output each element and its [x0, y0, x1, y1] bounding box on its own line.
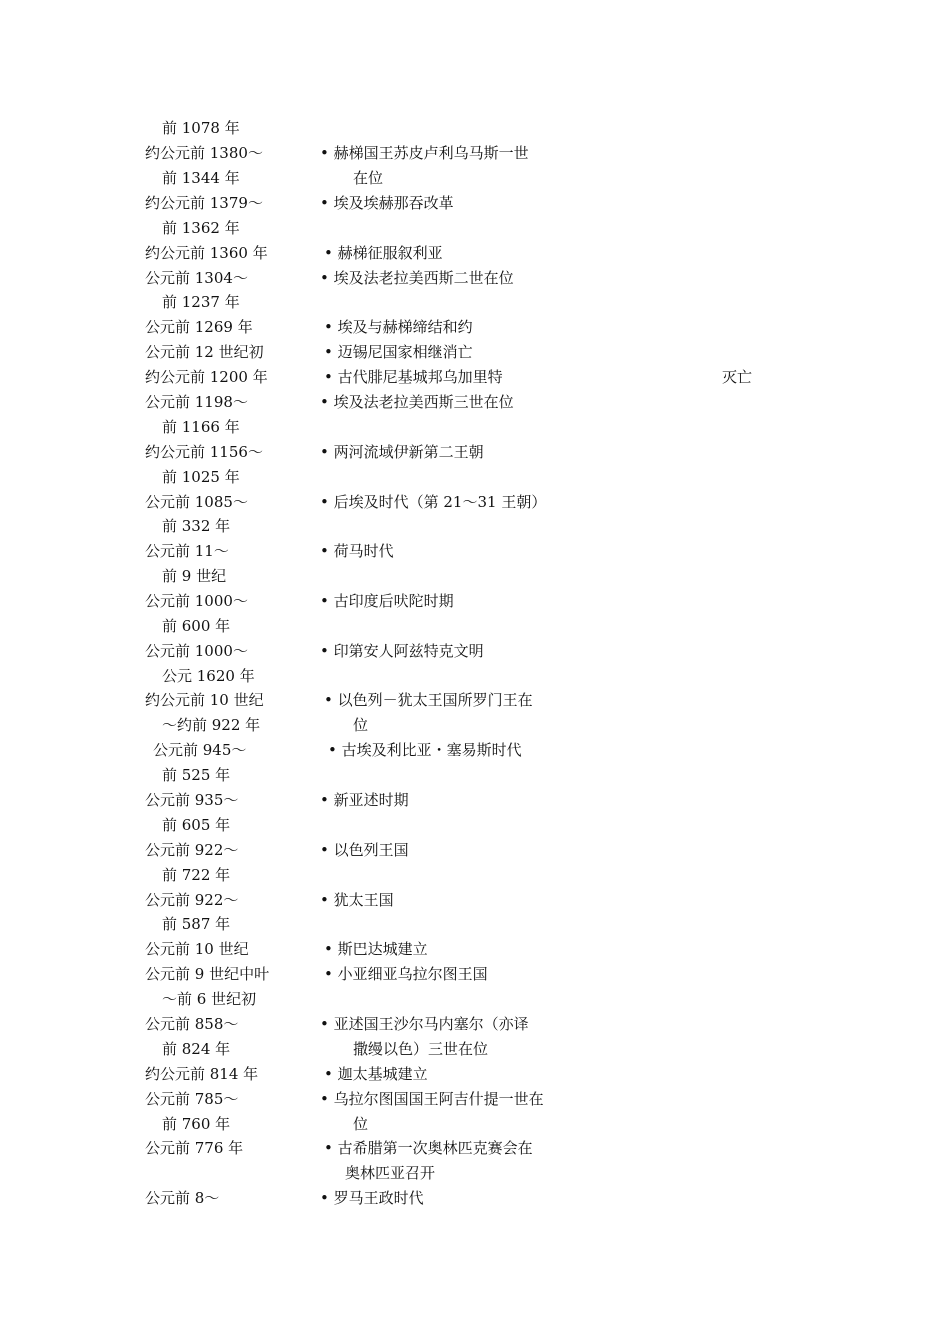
date-line: 约公元前 1379～: [145, 194, 263, 212]
date-line: 约公元前 814 年: [145, 1065, 259, 1083]
date-line: 公元前 922～: [145, 891, 239, 909]
event-line: • 埃及与赫梯缔结和约: [324, 318, 473, 336]
date-line: 公元前 12 世纪初: [145, 343, 264, 361]
event-line: • 埃及法老拉美西斯二世在位: [320, 269, 514, 287]
event-line: • 斯巴达城建立: [324, 940, 428, 958]
event-line: 灭亡: [722, 368, 753, 386]
date-line: 公元前 945～: [153, 741, 247, 759]
event-line: • 迦太基城建立: [324, 1065, 428, 1083]
date-line: 公元前 1000～: [145, 642, 248, 660]
date-line: 前 1237 年: [162, 293, 240, 311]
event-line: • 印第安人阿兹特克文明: [320, 642, 484, 660]
date-line: 公元前 11～: [145, 542, 229, 560]
date-line: 前 1025 年: [162, 468, 240, 486]
date-line: 前 722 年: [162, 866, 231, 884]
date-line: 公元前 1269 年: [145, 318, 253, 336]
event-line: • 以色列－犹太王国所罗门王在: [324, 691, 533, 709]
event-line: • 后埃及时代（第 21～31 王朝）: [320, 493, 547, 511]
date-line: 公元前 8～: [145, 1189, 220, 1207]
date-line: 前 1344 年: [162, 169, 240, 187]
date-line: ～前 6 世纪初: [162, 990, 257, 1008]
event-line: • 埃及法老拉美西斯三世在位: [320, 393, 514, 411]
date-line: 公元前 935～: [145, 791, 239, 809]
date-line: 前 824 年: [162, 1040, 231, 1058]
event-line: • 赫梯征服叙利亚: [324, 244, 443, 262]
date-line: 公元前 1085～: [145, 493, 248, 511]
date-line: 公元 1620 年: [162, 667, 255, 685]
event-line: • 迈锡尼国家相继消亡: [324, 343, 473, 361]
event-line: 位: [353, 716, 369, 734]
date-line: 公元前 858～: [145, 1015, 239, 1033]
event-line: • 埃及埃赫那吞改革: [320, 194, 454, 212]
event-line: • 荷马时代: [320, 542, 394, 560]
date-line: 前 1078 年: [162, 119, 240, 137]
event-line: 奥林匹亚召开: [345, 1164, 436, 1182]
event-line: • 古希腊第一次奥林匹克赛会在: [324, 1139, 533, 1157]
event-line: • 亚述国王沙尔马内塞尔（亦译: [320, 1015, 529, 1033]
date-line: 公元前 1000～: [145, 592, 248, 610]
date-line: 约公元前 1360 年: [145, 244, 268, 262]
date-line: 公元前 922～: [145, 841, 239, 859]
date-line: 约公元前 1380～: [145, 144, 263, 162]
date-line: 公元前 1304～: [145, 269, 248, 287]
date-line: 约公元前 1200 年: [145, 368, 268, 386]
event-line: • 罗马王政时代: [320, 1189, 424, 1207]
event-line: • 古埃及利比亚・塞易斯时代: [328, 741, 522, 759]
date-line: 公元前 776 年: [145, 1139, 244, 1157]
date-line: 前 1362 年: [162, 219, 240, 237]
event-line: • 两河流域伊新第二王朝: [320, 443, 484, 461]
event-line: • 乌拉尔图国国王阿吉什提一世在: [320, 1090, 544, 1108]
date-line: 前 587 年: [162, 915, 231, 933]
event-line: • 赫梯国王苏皮卢利乌马斯一世: [320, 144, 529, 162]
date-line: 公元前 10 世纪: [145, 940, 249, 958]
date-line: 公元前 1198～: [145, 393, 248, 411]
event-line: 位: [353, 1115, 369, 1133]
date-line: 前 605 年: [162, 816, 231, 834]
date-line: 前 525 年: [162, 766, 231, 784]
event-line: • 以色列王国: [320, 841, 409, 859]
date-line: 前 760 年: [162, 1115, 231, 1133]
event-line: 撒缦以色）三世在位: [353, 1040, 489, 1058]
date-line: 前 332 年: [162, 517, 231, 535]
date-line: 公元前 9 世纪中叶: [145, 965, 270, 983]
date-line: 前 1166 年: [162, 418, 240, 436]
event-line: 在位: [353, 169, 384, 187]
date-line: 前 9 世纪: [162, 567, 227, 585]
event-line: • 古代腓尼基城邦乌加里特: [324, 368, 503, 386]
event-line: • 小亚细亚乌拉尔图王国: [324, 965, 488, 983]
event-line: • 新亚述时期: [320, 791, 409, 809]
date-line: ～约前 922 年: [162, 716, 261, 734]
date-line: 约公元前 10 世纪: [145, 691, 264, 709]
date-line: 公元前 785～: [145, 1090, 239, 1108]
date-line: 约公元前 1156～: [145, 443, 263, 461]
date-line: 前 600 年: [162, 617, 231, 635]
event-line: • 古印度后吠陀时期: [320, 592, 454, 610]
event-line: • 犹太王国: [320, 891, 394, 909]
